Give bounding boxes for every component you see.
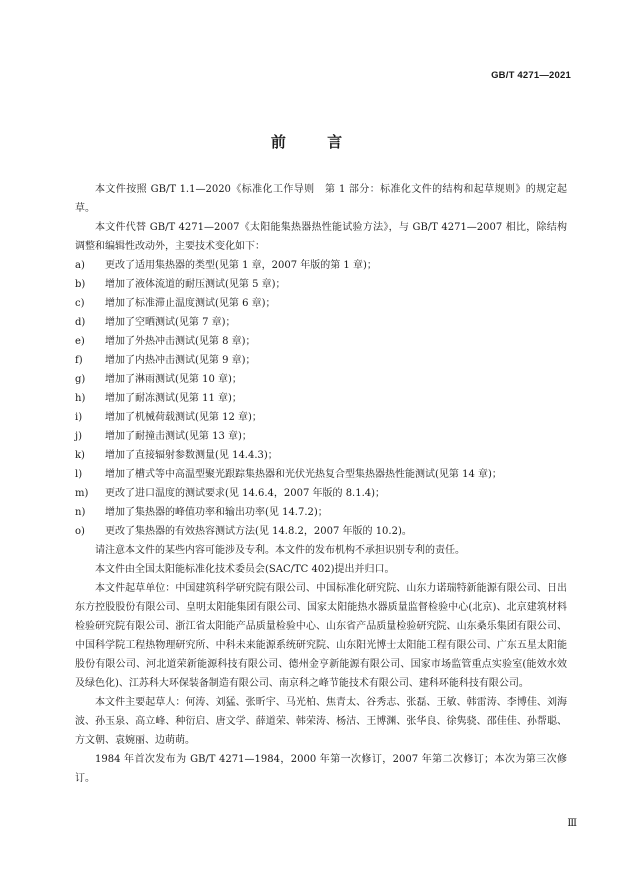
list-item-text: 增加了集热器的峰值功率和输出功率(见 14.7.2)； <box>105 507 328 518</box>
list-item-label: j) <box>75 431 83 442</box>
page-title: 前 言 <box>270 133 361 151</box>
list-item <box>75 503 567 522</box>
list-item-label: l) <box>75 469 83 480</box>
paragraph-drafting-rules: 本文件按照 GB/T 1.1—2020《标准化工作导则 第 1 部分：标准化文件的结构和起草规则》的规定起草。 <box>75 184 567 214</box>
list-item <box>75 522 567 541</box>
paragraph-history: 1984 年首次发布为 GB/T 4271—1984，2000 年第一次修订，2007 年第二次修订；本次为第三次修订。 <box>75 754 567 784</box>
paragraph-drafters: 本文件主要起草人：何涛、刘猛、张昕宇、马光柏、焦青太、谷秀志、张磊、王敏、韩雷涛、李博佳、刘海波、孙玉泉、高立峰、种衍启、唐文学、薛道荣、韩荣涛、杨洁、王博渊、张华良、徐隽骁、邵佳佳、孙帮聪、方文朝、袁婉丽、边萌萌。 <box>75 697 567 746</box>
list-item-label: c) <box>75 298 85 309</box>
list-item-text: 增加了耐冻测试(见第 11 章)； <box>105 393 242 404</box>
list-item <box>75 294 567 313</box>
list-item-text: 增加了空晒测试(见第 7 章)； <box>105 317 236 328</box>
list-item <box>75 465 567 484</box>
page-number: Ⅲ <box>567 818 577 829</box>
list-item-label: g) <box>75 374 86 385</box>
list-item-label: b) <box>75 279 86 290</box>
list-item <box>75 446 567 465</box>
list-item-label: e) <box>75 336 85 347</box>
list-item-text: 增加了标准滞止温度测试(见第 6 章)； <box>105 298 276 309</box>
paragraph-proposer: 本文件由全国太阳能标准化技术委员会(SAC/TC 402)提出并归口。 <box>95 564 395 575</box>
document-body <box>75 180 567 788</box>
list-item-text: 增加了内热冲击测试(见第 9 章)； <box>105 355 256 366</box>
list-item-text: 更改了集热器的有效热容测试方法(见 14.8.2，2007 年版的 10.2)。 <box>105 526 412 537</box>
list-item-text: 增加了槽式等中高温型聚光跟踪集热器和光伏光热复合型集热器热性能测试(见第 14 章)； <box>105 469 502 480</box>
list-item <box>75 370 567 389</box>
list-item <box>75 351 567 370</box>
list-item-label: m) <box>75 488 89 499</box>
list-item-text: 增加了淋雨测试(见第 10 章)； <box>105 374 242 385</box>
list-item-text: 增加了机械荷载测试(见第 12 章)； <box>105 412 262 423</box>
standard-code: GB/T 4271—2021 <box>491 70 571 81</box>
technical-changes-list <box>75 256 567 541</box>
list-item <box>75 313 567 332</box>
list-item-label: o) <box>75 526 85 537</box>
list-item-text: 更改了适用集热器的类型(见第 1 章，2007 年版的第 1 章)； <box>105 260 377 271</box>
list-item <box>75 408 567 427</box>
paragraph-drafting-units: 本文件起草单位：中国建筑科学研究院有限公司、中国标准化研究院、山东力诺瑞特新能源有限公司、日出东方控股股份有限公司、皇明太阳能集团有限公司、国家太阳能热水器质量监督检验中心(北京)、北京建筑材料检验研究院有限公司、浙江省太阳能产品质量检验中心、山东省产品质量检验研究院、山东桑乐集团有限公司、中国科学院工程热物理研究所、中科未来能源系统研究院、山东阳光博士太阳能工程有限公司、广东五星太阳能股份有限公司、河北道荣新能源科技有限公司、德州金亨新能源有限公司、国家市场监管重点实验室(能效水效及绿色化)、江苏科大环保装备制造有限公司、南京科之峰节能技术有限公司、建科环能科技有限公司。 <box>75 583 567 689</box>
list-item <box>75 332 567 351</box>
list-item <box>75 484 567 503</box>
list-item-label: n) <box>75 507 86 518</box>
list-item-label: i) <box>75 412 83 423</box>
list-item-text: 增加了耐撞击测试(见第 13 章)； <box>105 431 252 442</box>
list-item-label: d) <box>75 317 86 328</box>
list-item-text: 增加了外热冲击测试(见第 8 章)； <box>105 336 256 347</box>
list-item <box>75 275 567 294</box>
list-item <box>75 256 567 275</box>
paragraph-replacement: 本文件代替 GB/T 4271—2007《太阳能集热器热性能试验方法》，与 GB/T 4271—2007 相比，除结构调整和编辑性改动外，主要技术变化如下： <box>75 222 567 252</box>
list-item-label: a) <box>75 260 85 271</box>
list-item <box>75 427 567 446</box>
paragraph-patent-notice: 请注意本文件的某些内容可能涉及专利。本文件的发布机构不承担识别专利的责任。 <box>95 545 465 556</box>
list-item-label: k) <box>75 450 85 461</box>
list-item-label: h) <box>75 393 86 404</box>
list-item-text: 更改了进口温度的测试要求(见 14.6.4，2007 年版的 8.1.4)； <box>105 488 386 499</box>
list-item <box>75 389 567 408</box>
list-item-label: f) <box>75 355 83 366</box>
list-item-text: 增加了直接辐射参数测量(见 14.4.3)； <box>105 450 278 461</box>
list-item-text: 增加了液体流道的耐压测试(见第 5 章)； <box>105 279 286 290</box>
